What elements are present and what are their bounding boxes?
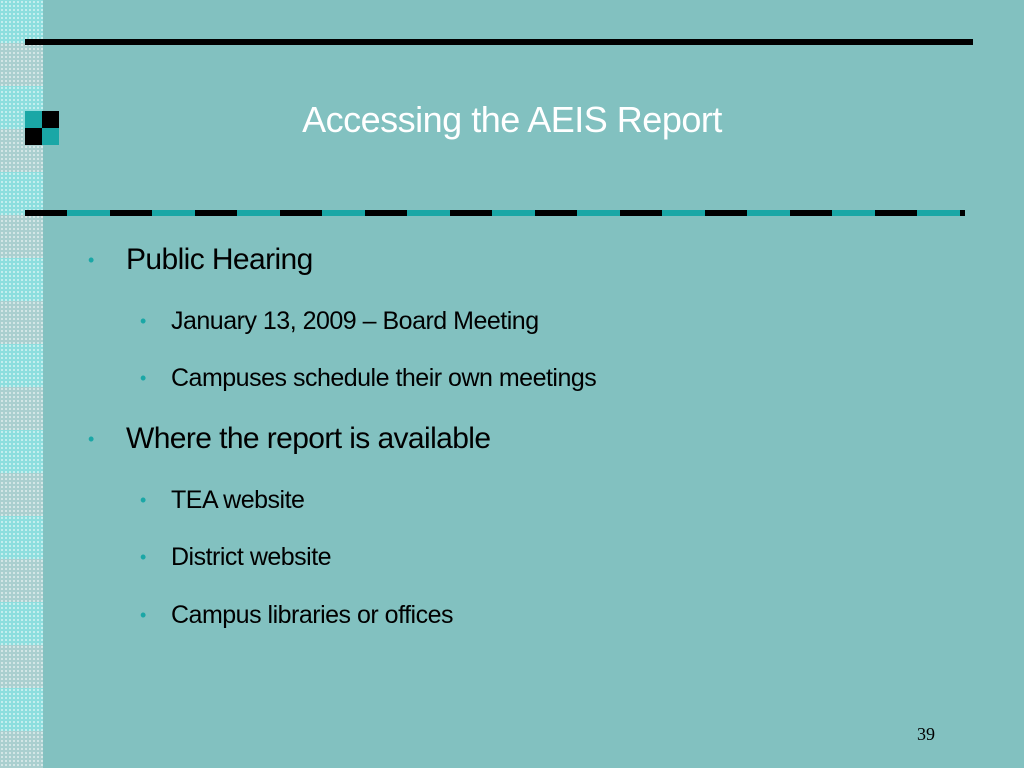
bullet-report-availability: • Where the report is available [88, 422, 491, 455]
bullet-district-website: • District website [140, 543, 332, 571]
bullet-dot-icon: • [140, 547, 146, 567]
bullet-dot-icon: • [88, 250, 94, 270]
bullet-dot-icon: • [88, 429, 94, 449]
bullet-dot-icon: • [140, 368, 146, 388]
bullet-campus-meetings: • Campuses schedule their own meetings [140, 364, 597, 392]
title-bottom-rule [25, 210, 965, 216]
bullet-dot-icon: • [140, 311, 146, 331]
page-number: 39 [917, 724, 935, 744]
slide-title: Accessing the AEIS Report [302, 99, 722, 140]
bullet-public-hearing: • Public Hearing [88, 243, 313, 276]
bullet-board-meeting: • January 13, 2009 – Board Meeting [140, 307, 539, 335]
title-top-rule [25, 39, 973, 45]
bullet-dot-icon: • [140, 605, 146, 625]
bullet-campus-libraries: • Campus libraries or offices [140, 601, 453, 629]
title-bullet-icon [25, 111, 59, 145]
bullet-dot-icon: • [140, 490, 146, 510]
bullet-tea-website: • TEA website [140, 486, 305, 514]
